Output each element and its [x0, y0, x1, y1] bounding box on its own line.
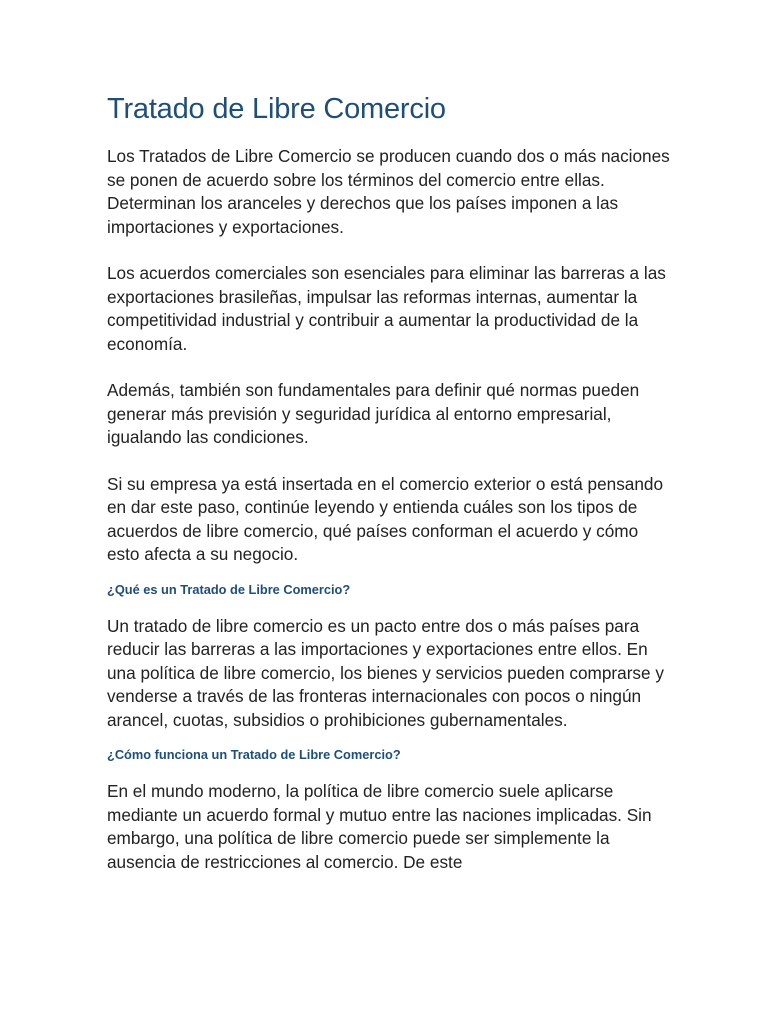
norms-paragraph: Además, también son fundamentales para definir qué normas pueden generar más previsión y seguridad jurídica al entorno empresarial, igualando las condiciones.: [107, 380, 640, 447]
document-title: Tratado de Libre Comercio: [107, 93, 446, 125]
trade-agreements-paragraph: Los acuerdos comerciales son esenciales para eliminar las barreras a las exportaciones brasileñas, impulsar las reformas internas, aumentar la competitividad industrial y contribuir a aumentar la productividad de la economía.: [107, 263, 666, 354]
how-it-works-paragraph: En el mundo moderno, la política de libre comercio suele aplicarse mediante un acuerdo formal y mutuo entre las naciones implicadas. Sin embargo, una política de libre comercio puede ser simplemente la ausencia de restricciones al comercio. De este: [107, 781, 652, 872]
section-heading-what-is: ¿Qué es un Tratado de Libre Comercio?: [107, 581, 351, 597]
section-heading-how-it-works: ¿Cómo funciona un Tratado de Libre Comercio?: [107, 747, 401, 762]
intro-paragraph: Los Tratados de Libre Comercio se producen cuando dos o más naciones se ponen de acuerdo sobre los términos del comercio entre ellas. Determinan los aranceles y derechos que los países imponen a las importaciones y exportaciones.: [107, 146, 670, 237]
definition-paragraph: Un tratado de libre comercio es un pacto entre dos o más países para reducir las barreras a las importaciones y exportaciones entre ellos. En una política de libre comercio, los bienes y servicios pueden comprarse y venderse a través de las fronteras internacionales con pocos o ningún arancel, cuotas, subsidios o prohibiciones gubernamentales.: [107, 615, 664, 730]
company-paragraph: Si su empresa ya está insertada en el comercio exterior o está pensando en dar este paso, continúe leyendo y entienda cuáles son los tipos de acuerdos de libre comercio, qué países conforman el acuerdo y cómo esto afecta a su negocio.: [107, 473, 664, 564]
document-page: [107, 90, 673, 874]
